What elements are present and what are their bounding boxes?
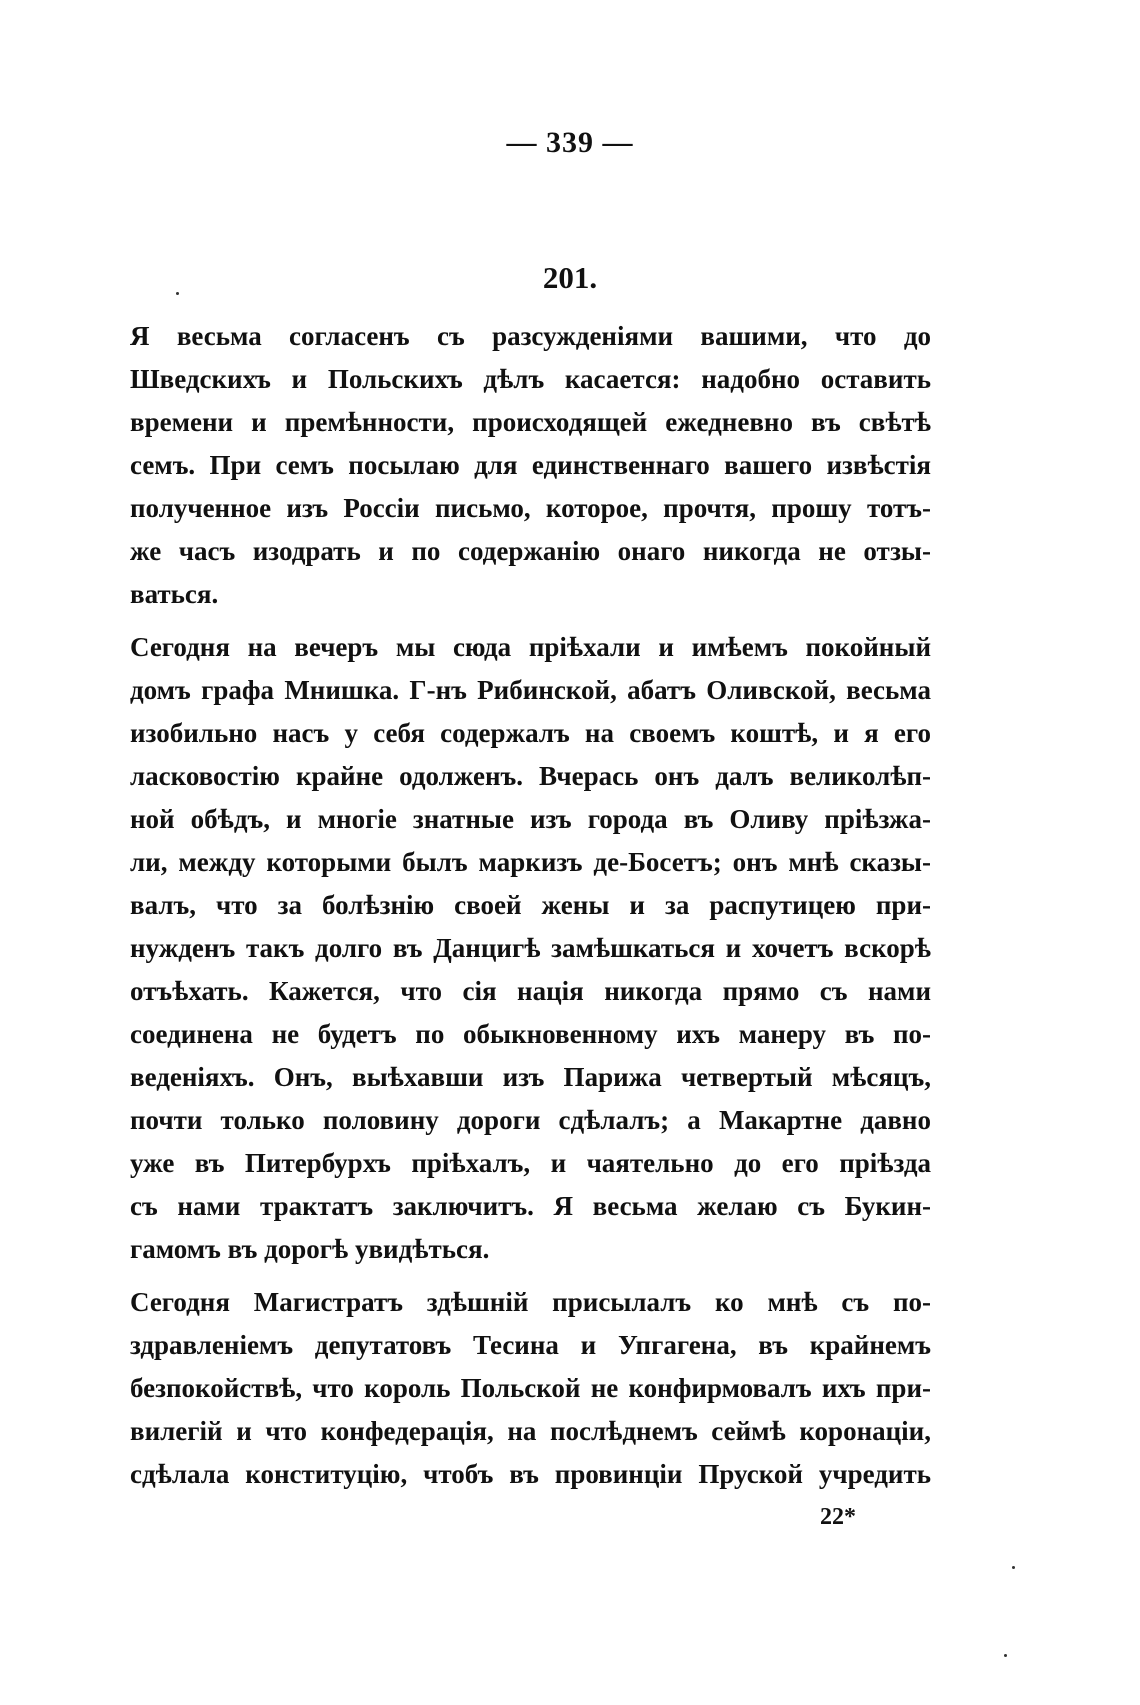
text-line: ласковостію крайне одолженъ. Вчерась онъ далъ великолѣп- [130, 761, 931, 791]
paragraph [130, 315, 931, 616]
text-line: ваться. [130, 579, 219, 609]
paragraph [130, 626, 931, 1271]
print-speck [176, 292, 179, 295]
text-line: полученное изъ Россіи письмо, которое, прочтя, прошу тотъ- [130, 493, 931, 523]
text-line: нужденъ такъ долго въ Данцигѣ замѣшкаться и хочетъ вскорѣ [130, 933, 931, 963]
text-line: Я весьма согласенъ съ разсужденіями вашими, что до [130, 321, 931, 351]
text-line: ли, между которыми былъ маркизъ де-Босетъ; онъ мнѣ сказы- [130, 847, 931, 877]
text-line: веденіяхъ. Онъ, выѣхавши изъ Парижа четвертый мѣсяцъ, [130, 1062, 931, 1092]
paragraph [130, 1281, 931, 1496]
text-line: здравленіемъ депутатовъ Тесина и Упгагена, въ крайнемъ [130, 1330, 931, 1360]
text-line: изобильно насъ у себя содержалъ на своемъ коштѣ, и я его [130, 718, 931, 748]
text-line: ной обѣдъ, и многіе знатные изъ города въ Оливу пріѣзжа- [130, 804, 931, 834]
text-line: соединена не будетъ по обыкновенному ихъ манеру въ по- [130, 1019, 931, 1049]
print-speck [1012, 1566, 1015, 1569]
letter-number-heading: 201. [542, 260, 598, 295]
text-line: гамомъ въ дорогѣ увидѣться. [130, 1234, 490, 1264]
text-line: почти только половину дороги сдѣлалъ; а Макартне давно [130, 1105, 931, 1135]
text-line: Сегодня на вечеръ мы сюда пріѣхали и имѣемъ покойный [130, 632, 931, 662]
text-line: Сегодня Магистратъ здѣшній присылалъ ко мнѣ съ по- [130, 1287, 931, 1317]
text-line: отъѣхать. Кажется, что сія нація никогда прямо съ нами [130, 976, 931, 1006]
running-head-page-number: — 339 — [506, 126, 634, 159]
text-line: времени и премѣнности, происходящей ежедневно въ свѣтѣ [130, 407, 931, 437]
text-line: съ нами трактатъ заключитъ. Я весьма желаю съ Букин- [130, 1191, 931, 1221]
text-line: семъ. При семъ посылаю для единственнаго вашего извѣстія [130, 450, 931, 480]
text-line: безпокойствѣ, что король Польской не конфирмовалъ ихъ при- [130, 1373, 931, 1403]
signature-mark: 22* [820, 1504, 856, 1530]
text-line: домъ графа Мнишка. Г-нъ Рибинской, абатъ Оливской, весьма [130, 675, 931, 705]
text-line: валъ, что за болѣзнію своей жены и за распутицею при- [130, 890, 931, 920]
text-line: уже въ Питербурхъ пріѣхалъ, и чаятельно до его пріѣзда [130, 1148, 931, 1178]
text-line: же часъ изодрать и по содержанію онаго никогда не отзы- [130, 536, 931, 566]
body-text [130, 315, 931, 1496]
text-line: вилегій и что конфедерація, на послѣднемъ сеймѣ коронаціи, [130, 1416, 931, 1446]
print-speck [1004, 1654, 1007, 1657]
text-line: Шведскихъ и Польскихъ дѣлъ касается: надобно оставить [130, 364, 931, 394]
text-line: сдѣлала конституцію, чтобъ въ провинціи Пруской учредить [130, 1459, 931, 1489]
